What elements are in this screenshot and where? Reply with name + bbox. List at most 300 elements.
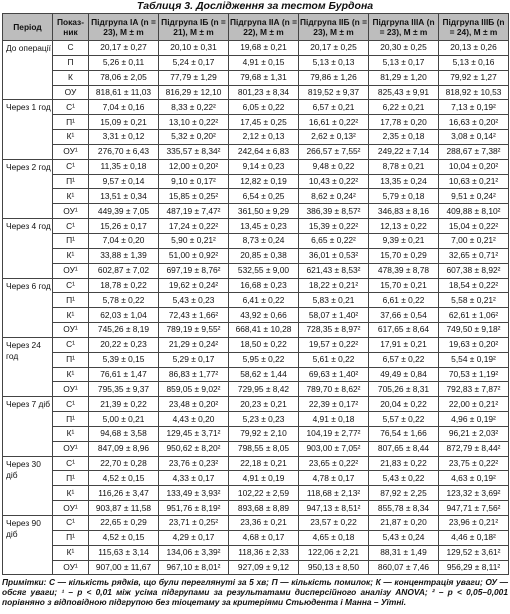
indicator-cell: ОУ¹	[53, 382, 89, 397]
value-cell: 607,38 ± 8,92²	[439, 263, 509, 278]
value-cell: 449,39 ± 7,05	[89, 204, 159, 219]
period-cell: Через 7 діб	[3, 397, 53, 456]
value-cell: 129,52 ± 3,61²	[439, 545, 509, 560]
value-cell: 76,54 ± 1,66	[369, 426, 439, 441]
value-cell: 4,91 ± 0,19	[229, 471, 299, 486]
table-row	[3, 426, 509, 441]
value-cell: 13,51 ± 0,34	[89, 189, 159, 204]
value-cell: 13,45 ± 0,23	[229, 219, 299, 234]
value-cell: 62,03 ± 1,04	[89, 308, 159, 323]
table-row	[3, 337, 509, 352]
value-cell: 37,66 ± 0,54	[369, 308, 439, 323]
header-group: Підгрупа IIIБ (n = 24), M ± m	[439, 14, 509, 41]
value-cell: 5,13 ± 0,17	[369, 55, 439, 70]
value-cell: 10,43 ± 0,22²	[299, 174, 369, 189]
value-cell: 276,70 ± 6,43	[89, 144, 159, 159]
value-cell: 8,73 ± 0,24	[229, 233, 299, 248]
value-cell: 4,52 ± 0,15	[89, 530, 159, 545]
value-cell: 15,70 ± 0,29	[369, 248, 439, 263]
value-cell: 9,48 ± 0,22	[299, 159, 369, 174]
value-cell: 617,65 ± 8,64	[369, 323, 439, 338]
value-cell: 2,12 ± 0,13	[229, 130, 299, 145]
value-cell: 49,49 ± 0,84	[369, 367, 439, 382]
value-cell: 7,13 ± 0,19²	[439, 100, 509, 115]
value-cell: 133,49 ± 3,93²	[159, 486, 229, 501]
value-cell: 12,82 ± 0,19	[229, 174, 299, 189]
value-cell: 807,65 ± 8,44	[369, 441, 439, 456]
value-cell: 20,85 ± 0,38	[229, 248, 299, 263]
value-cell: 20,04 ± 0,22	[369, 397, 439, 412]
value-cell: 8,62 ± 0,24²	[299, 189, 369, 204]
value-cell: 4,63 ± 0,19²	[439, 471, 509, 486]
header-group: Підгрупа IIА (n = 22), M ± m	[229, 14, 299, 41]
value-cell: 860,07 ± 7,46	[369, 560, 439, 575]
indicator-cell: ОУ¹	[53, 501, 89, 516]
indicator-cell: К¹	[53, 426, 89, 441]
value-cell: 249,22 ± 7,14	[369, 144, 439, 159]
table-row	[3, 41, 509, 56]
value-cell: 32,65 ± 0,71²	[439, 248, 509, 263]
value-cell: 532,55 ± 9,00	[229, 263, 299, 278]
value-cell: 21,39 ± 0,22	[89, 397, 159, 412]
value-cell: 5,43 ± 0,24	[369, 530, 439, 545]
value-cell: 5,43 ± 0,22	[369, 471, 439, 486]
value-cell: 4,68 ± 0,17	[229, 530, 299, 545]
value-cell: 20,22 ± 0,23	[89, 337, 159, 352]
value-cell: 697,19 ± 8,76²	[159, 263, 229, 278]
value-cell: 122,06 ± 2,21	[299, 545, 369, 560]
value-cell: 5,23 ± 0,23	[229, 412, 299, 427]
value-cell: 23,75 ± 0,22²	[439, 456, 509, 471]
value-cell: 18,50 ± 0,22	[229, 337, 299, 352]
value-cell: 62,61 ± 1,06²	[439, 308, 509, 323]
table-row	[3, 501, 509, 516]
value-cell: 96,21 ± 2,03²	[439, 426, 509, 441]
table-row	[3, 174, 509, 189]
table-row	[3, 219, 509, 234]
value-cell: 4,29 ± 0,17	[159, 530, 229, 545]
value-cell: 729,95 ± 8,42	[229, 382, 299, 397]
value-cell: 728,35 ± 8,97²	[299, 323, 369, 338]
value-cell: 9,51 ± 0,24²	[439, 189, 509, 204]
value-cell: 6,41 ± 0,22	[229, 293, 299, 308]
value-cell: 7,04 ± 0,20	[89, 233, 159, 248]
value-cell: 19,63 ± 0,20²	[439, 337, 509, 352]
value-cell: 3,31 ± 0,12	[89, 130, 159, 145]
table-row	[3, 308, 509, 323]
value-cell: 4,96 ± 0,19²	[439, 412, 509, 427]
value-cell: 242,64 ± 6,83	[229, 144, 299, 159]
header-period: Період	[3, 14, 53, 41]
value-cell: 4,91 ± 0,18	[299, 412, 369, 427]
value-cell: 22,18 ± 0,21	[229, 456, 299, 471]
value-cell: 79,68 ± 1,31	[229, 70, 299, 85]
value-cell: 17,91 ± 0,21	[369, 337, 439, 352]
period-cell: Через 1 год	[3, 100, 53, 159]
indicator-cell: С¹	[53, 219, 89, 234]
indicator-cell: К¹	[53, 130, 89, 145]
value-cell: 951,76 ± 8,19²	[159, 501, 229, 516]
table-row	[3, 367, 509, 382]
value-cell: 23,36 ± 0,21	[229, 516, 299, 531]
value-cell: 123,32 ± 3,69²	[439, 486, 509, 501]
value-cell: 23,48 ± 0,20²	[159, 397, 229, 412]
value-cell: 855,78 ± 8,34	[369, 501, 439, 516]
value-cell: 23,71 ± 0,25²	[159, 516, 229, 531]
header-group: Підгрупа IIIА (n = 23), M ± m	[369, 14, 439, 41]
value-cell: 104,19 ± 2,77²	[299, 426, 369, 441]
value-cell: 23,65 ± 0,22²	[299, 456, 369, 471]
value-cell: 17,45 ± 0,25	[229, 115, 299, 130]
indicator-cell: ОУ¹	[53, 144, 89, 159]
value-cell: 816,29 ± 12,10	[159, 85, 229, 100]
value-cell: 102,22 ± 2,59	[229, 486, 299, 501]
value-cell: 5,43 ± 0,23	[159, 293, 229, 308]
value-cell: 967,10 ± 8,01²	[159, 560, 229, 575]
value-cell: 705,26 ± 8,31	[369, 382, 439, 397]
indicator-cell: ОУ¹	[53, 204, 89, 219]
value-cell: 88,31 ± 1,49	[369, 545, 439, 560]
value-cell: 11,35 ± 0,18	[89, 159, 159, 174]
value-cell: 668,41 ± 10,28	[229, 323, 299, 338]
value-cell: 19,57 ± 0,22²	[299, 337, 369, 352]
table-row	[3, 545, 509, 560]
value-cell: 20,30 ± 0,25	[369, 41, 439, 56]
value-cell: 5,78 ± 0,22	[89, 293, 159, 308]
header-group: Підгрупа IIБ (n = 23), M ± m	[299, 14, 369, 41]
value-cell: 749,50 ± 9,18²	[439, 323, 509, 338]
value-cell: 116,26 ± 3,47	[89, 486, 159, 501]
value-cell: 8,78 ± 0,21	[369, 159, 439, 174]
value-cell: 2,62 ± 0,13²	[299, 130, 369, 145]
value-cell: 9,14 ± 0,23	[229, 159, 299, 174]
value-cell: 20,10 ± 0,31	[159, 41, 229, 56]
value-cell: 947,13 ± 8,51²	[299, 501, 369, 516]
table-row	[3, 441, 509, 456]
indicator-cell: П¹	[53, 293, 89, 308]
table-row	[3, 159, 509, 174]
value-cell: 9,57 ± 0,14	[89, 174, 159, 189]
value-cell: 3,08 ± 0,14²	[439, 130, 509, 145]
value-cell: 903,00 ± 7,05²	[299, 441, 369, 456]
value-cell: 22,70 ± 0,28	[89, 456, 159, 471]
value-cell: 487,19 ± 7,47²	[159, 204, 229, 219]
value-cell: 266,57 ± 7,55²	[299, 144, 369, 159]
value-cell: 115,63 ± 3,14	[89, 545, 159, 560]
value-cell: 5,24 ± 0,17	[159, 55, 229, 70]
value-cell: 13,35 ± 0,24	[369, 174, 439, 189]
indicator-cell: С	[53, 41, 89, 56]
value-cell: 23,96 ± 0,21²	[439, 516, 509, 531]
value-cell: 15,85 ± 0,25²	[159, 189, 229, 204]
table-row	[3, 70, 509, 85]
value-cell: 20,23 ± 0,21	[229, 397, 299, 412]
value-cell: 5,39 ± 0,15	[89, 352, 159, 367]
indicator-cell: С¹	[53, 159, 89, 174]
table-row	[3, 382, 509, 397]
value-cell: 893,68 ± 8,89	[229, 501, 299, 516]
value-cell: 16,68 ± 0,23	[229, 278, 299, 293]
value-cell: 335,57 ± 8,34²	[159, 144, 229, 159]
indicator-cell: П¹	[53, 412, 89, 427]
table-row	[3, 278, 509, 293]
indicator-cell: С¹	[53, 100, 89, 115]
table-row	[3, 397, 509, 412]
table-row	[3, 486, 509, 501]
value-cell: 18,22 ± 0,21²	[299, 278, 369, 293]
value-cell: 6,54 ± 0,25	[229, 189, 299, 204]
period-cell: Через 4 год	[3, 219, 53, 278]
value-cell: 6,57 ± 0,21	[299, 100, 369, 115]
value-cell: 79,86 ± 1,26	[299, 70, 369, 85]
value-cell: 950,13 ± 8,50	[299, 560, 369, 575]
indicator-cell: П¹	[53, 471, 89, 486]
table-row	[3, 85, 509, 100]
period-cell: Через 24 год	[3, 337, 53, 396]
value-cell: 4,46 ± 0,18²	[439, 530, 509, 545]
value-cell: 19,62 ± 0,24²	[159, 278, 229, 293]
value-cell: 58,62 ± 1,44	[229, 367, 299, 382]
indicator-cell: С¹	[53, 456, 89, 471]
value-cell: 18,54 ± 0,22²	[439, 278, 509, 293]
value-cell: 5,57 ± 0,22	[369, 412, 439, 427]
value-cell: 947,71 ± 7,56²	[439, 501, 509, 516]
value-cell: 288,67 ± 7,38²	[439, 144, 509, 159]
indicator-cell: К¹	[53, 486, 89, 501]
table-row	[3, 456, 509, 471]
value-cell: 789,70 ± 8,62²	[299, 382, 369, 397]
value-cell: 15,39 ± 0,22²	[299, 219, 369, 234]
value-cell: 361,50 ± 9,29	[229, 204, 299, 219]
period-cell: До операції	[3, 41, 53, 100]
value-cell: 5,13 ± 0,16	[439, 55, 509, 70]
value-cell: 907,00 ± 11,67	[89, 560, 159, 575]
value-cell: 4,65 ± 0,18	[299, 530, 369, 545]
value-cell: 72,43 ± 1,66²	[159, 308, 229, 323]
value-cell: 22,65 ± 0,29	[89, 516, 159, 531]
value-cell: 2,35 ± 0,18	[369, 130, 439, 145]
value-cell: 6,57 ± 0,22	[369, 352, 439, 367]
value-cell: 5,29 ± 0,17	[159, 352, 229, 367]
table-row	[3, 323, 509, 338]
value-cell: 5,95 ± 0,22	[229, 352, 299, 367]
period-cell: Через 90 діб	[3, 516, 53, 575]
value-cell: 16,63 ± 0,20²	[439, 115, 509, 130]
indicator-cell: П¹	[53, 174, 89, 189]
value-cell: 4,78 ± 0,17	[299, 471, 369, 486]
indicator-cell: К¹	[53, 545, 89, 560]
value-cell: 20,17 ± 0,27	[89, 41, 159, 56]
value-cell: 58,07 ± 1,40²	[299, 308, 369, 323]
value-cell: 801,23 ± 8,34	[229, 85, 299, 100]
table-row	[3, 412, 509, 427]
value-cell: 5,54 ± 0,19²	[439, 352, 509, 367]
period-cell: Через 6 год	[3, 278, 53, 337]
value-cell: 15,04 ± 0,22²	[439, 219, 509, 234]
value-cell: 33,88 ± 1,39	[89, 248, 159, 263]
value-cell: 818,61 ± 11,03	[89, 85, 159, 100]
value-cell: 956,29 ± 8,11²	[439, 560, 509, 575]
table-row	[3, 516, 509, 531]
indicator-cell: К¹	[53, 189, 89, 204]
value-cell: 15,70 ± 0,21	[369, 278, 439, 293]
value-cell: 20,17 ± 0,25	[299, 41, 369, 56]
value-cell: 76,61 ± 1,47	[89, 367, 159, 382]
value-cell: 6,61 ± 0,22	[369, 293, 439, 308]
value-cell: 409,88 ± 8,10²	[439, 204, 509, 219]
value-cell: 5,90 ± 0,21²	[159, 233, 229, 248]
value-cell: 129,45 ± 3,71²	[159, 426, 229, 441]
value-cell: 15,09 ± 0,21	[89, 115, 159, 130]
value-cell: 819,52 ± 9,37	[299, 85, 369, 100]
indicator-cell: С¹	[53, 516, 89, 531]
value-cell: 43,92 ± 0,66	[229, 308, 299, 323]
value-cell: 10,63 ± 0,21²	[439, 174, 509, 189]
indicator-cell: ОУ¹	[53, 323, 89, 338]
indicator-cell: ОУ¹	[53, 560, 89, 575]
value-cell: 5,83 ± 0,21	[299, 293, 369, 308]
value-cell: 118,68 ± 2,13²	[299, 486, 369, 501]
value-cell: 5,32 ± 0,20²	[159, 130, 229, 145]
period-cell: Через 30 діб	[3, 456, 53, 515]
value-cell: 745,26 ± 8,19	[89, 323, 159, 338]
table-row	[3, 204, 509, 219]
value-cell: 22,39 ± 0,17²	[299, 397, 369, 412]
header-group: Підгрупа IБ (n = 21), M ± m	[159, 14, 229, 41]
value-cell: 789,19 ± 9,55²	[159, 323, 229, 338]
value-cell: 17,24 ± 0,22²	[159, 219, 229, 234]
value-cell: 69,63 ± 1,40²	[299, 367, 369, 382]
table-notes: Примітки: С — кількість рядків, що були переглянуті за 5 хв; П — кількість помилок; К — концентрація уваги; ОУ — обсяг уваги; ¹ – p < 0,01 між усіма підгрупами за результатами дисперсійного аналізу ANOVA; ² – p < 0,05–0,001 порівняно з відповідною підгрупою без тіоцетаму за критеріями Стьюдента і Манна – Уїтні.	[2, 577, 508, 608]
value-cell: 4,43 ± 0,20	[159, 412, 229, 427]
value-cell: 825,43 ± 9,91	[369, 85, 439, 100]
value-cell: 36,01 ± 0,53²	[299, 248, 369, 263]
value-cell: 118,36 ± 2,33	[229, 545, 299, 560]
indicator-cell: К¹	[53, 367, 89, 382]
value-cell: 4,91 ± 0,15	[229, 55, 299, 70]
value-cell: 818,92 ± 10,53	[439, 85, 509, 100]
value-cell: 346,83 ± 8,16	[369, 204, 439, 219]
value-cell: 13,10 ± 0,22²	[159, 115, 229, 130]
value-cell: 5,79 ± 0,18	[369, 189, 439, 204]
indicator-cell: ОУ¹	[53, 263, 89, 278]
value-cell: 795,35 ± 9,37	[89, 382, 159, 397]
value-cell: 12,13 ± 0,22	[369, 219, 439, 234]
table-row	[3, 144, 509, 159]
value-cell: 51,00 ± 0,92²	[159, 248, 229, 263]
value-cell: 81,29 ± 1,20	[369, 70, 439, 85]
value-cell: 5,61 ± 0,22	[299, 352, 369, 367]
value-cell: 6,22 ± 0,21	[369, 100, 439, 115]
value-cell: 6,05 ± 0,22	[229, 100, 299, 115]
value-cell: 20,13 ± 0,26	[439, 41, 509, 56]
value-cell: 478,39 ± 8,78	[369, 263, 439, 278]
table-caption: Таблиця 3. Дослідження за тестом Бурдона	[136, 0, 374, 12]
value-cell: 792,83 ± 7,87²	[439, 382, 509, 397]
value-cell: 22,00 ± 0,21²	[439, 397, 509, 412]
value-cell: 7,04 ± 0,16	[89, 100, 159, 115]
value-cell: 5,13 ± 0,13	[299, 55, 369, 70]
value-cell: 23,57 ± 0,22	[299, 516, 369, 531]
value-cell: 847,09 ± 8,96	[89, 441, 159, 456]
value-cell: 10,04 ± 0,20²	[439, 159, 509, 174]
table-row	[3, 130, 509, 145]
value-cell: 94,68 ± 3,58	[89, 426, 159, 441]
header-row	[3, 14, 509, 41]
indicator-cell: П¹	[53, 352, 89, 367]
value-cell: 5,26 ± 0,11	[89, 55, 159, 70]
indicator-cell: ОУ¹	[53, 441, 89, 456]
value-cell: 79,92 ± 2,10	[229, 426, 299, 441]
table-row	[3, 293, 509, 308]
value-cell: 21,29 ± 0,24²	[159, 337, 229, 352]
value-cell: 77,79 ± 1,29	[159, 70, 229, 85]
indicator-cell: С¹	[53, 278, 89, 293]
value-cell: 79,92 ± 1,27	[439, 70, 509, 85]
value-cell: 16,61 ± 0,22²	[299, 115, 369, 130]
value-cell: 602,87 ± 7,02	[89, 263, 159, 278]
value-cell: 5,58 ± 0,21²	[439, 293, 509, 308]
indicator-cell: П¹	[53, 115, 89, 130]
value-cell: 78,06 ± 2,05	[89, 70, 159, 85]
value-cell: 18,78 ± 0,22	[89, 278, 159, 293]
value-cell: 21,83 ± 0,22	[369, 456, 439, 471]
table-row	[3, 352, 509, 367]
table-row	[3, 560, 509, 575]
indicator-cell: П¹	[53, 233, 89, 248]
value-cell: 903,87 ± 11,58	[89, 501, 159, 516]
value-cell: 87,92 ± 2,25	[369, 486, 439, 501]
value-cell: 4,52 ± 0,15	[89, 471, 159, 486]
header-group: Підгрупа IА (n = 23), M ± m	[89, 14, 159, 41]
table-row	[3, 263, 509, 278]
value-cell: 4,33 ± 0,17	[159, 471, 229, 486]
value-cell: 798,55 ± 8,05	[229, 441, 299, 456]
table-row	[3, 189, 509, 204]
indicator-cell: ОУ	[53, 85, 89, 100]
indicator-cell: С¹	[53, 337, 89, 352]
value-cell: 134,06 ± 3,39²	[159, 545, 229, 560]
value-cell: 70,53 ± 1,19²	[439, 367, 509, 382]
value-cell: 21,87 ± 0,20	[369, 516, 439, 531]
indicator-cell: С¹	[53, 397, 89, 412]
value-cell: 86,83 ± 1,77²	[159, 367, 229, 382]
value-cell: 17,78 ± 0,20	[369, 115, 439, 130]
value-cell: 6,65 ± 0,22²	[299, 233, 369, 248]
period-cell: Через 2 год	[3, 159, 53, 218]
value-cell: 7,00 ± 0,21²	[439, 233, 509, 248]
table-row	[3, 233, 509, 248]
value-cell: 8,33 ± 0,22²	[159, 100, 229, 115]
table-row	[3, 530, 509, 545]
table-row	[3, 115, 509, 130]
value-cell: 386,39 ± 8,57²	[299, 204, 369, 219]
value-cell: 9,10 ± 0,17²	[159, 174, 229, 189]
value-cell: 859,05 ± 9,02²	[159, 382, 229, 397]
burdon-test-table	[2, 13, 509, 575]
value-cell: 621,43 ± 8,53²	[299, 263, 369, 278]
indicator-cell: П	[53, 55, 89, 70]
table-row	[3, 55, 509, 70]
table-body	[3, 41, 509, 575]
table-row	[3, 248, 509, 263]
value-cell: 15,26 ± 0,17	[89, 219, 159, 234]
table-row	[3, 100, 509, 115]
value-cell: 9,39 ± 0,21	[369, 233, 439, 248]
value-cell: 927,09 ± 9,12	[229, 560, 299, 575]
header-indicator: Показ-ник	[53, 14, 89, 41]
value-cell: 12,00 ± 0,20²	[159, 159, 229, 174]
